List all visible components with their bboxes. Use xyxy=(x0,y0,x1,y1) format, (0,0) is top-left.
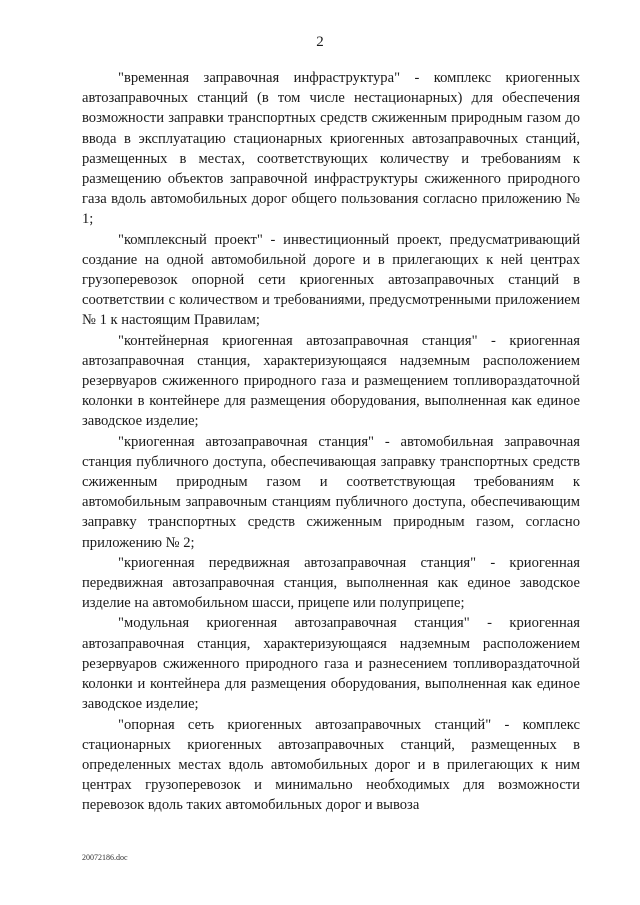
definition-cryogenic-station: "криогенная автозаправочная станция" - автомобильная заправочная станция публичного доступа, обеспечивающая заправку транспортных средств сжиженным природным газом и соответствующая требованиям к автомобильным заправочным станциям публичного доступа, обеспечивающим заправку транспортных средств сжиженным природным газом, согласно приложению № 2; xyxy=(82,433,580,551)
definition-complex-project: "комплексный проект" - инвестиционный проект, предусматривающий создание на одной автомобильной дороге и в прилегающих к ней центрах грузоперевозок опорной сети криогенных автозаправочных станций в соответствии с количеством и требованиями, предусмотренными приложением № 1 к настоящим Правилам; xyxy=(82,231,580,329)
definition-mobile-station: "криогенная передвижная автозаправочная станция" - криогенная передвижная автозаправочная станция, выполненная как единое заводское изделие на автомобильном шасси, прицепе или полуприцепе; xyxy=(82,554,580,612)
definition-modular-station: "модульная криогенная автозаправочная станция" - криогенная автозаправочная станция, характеризующаяся надземным расположением резервуаров сжиженного природного газа и разнесением топливораздаточной колонки и контейнера для размещения оборудования, выполненная как единое заводское изделие; xyxy=(82,615,580,713)
definition-core-network: "опорная сеть криогенных автозаправочных станций" - комплекс стационарных криогенных автозаправочных станций, размещенных в определенных местах вдоль автомобильных дорог и в прилегающих к ним центрах грузоперевозок и минимально необходимых для возможности перевозок вдоль таких автомобильных дорог и вывоза xyxy=(82,716,580,814)
document-filename: 20072186.doc xyxy=(82,853,128,862)
definition-temporary-infrastructure: "временная заправочная инфраструктура" - комплекс криогенных автозаправочных станций (в том числе нестационарных) для обеспечения возможности заправки транспортных средств сжиженным природным газом до ввода в эксплуатацию стационарных криогенных автозаправочных станций, размещенных в местах, соответствующих количеству и требованиям к размещению объектов заправочной инфраструктуры сжиженного природного газа вдоль автомобильных дорог общего пользования согласно приложению № 1; xyxy=(82,70,580,228)
document-body xyxy=(82,68,580,816)
page-number: 2 xyxy=(316,34,324,50)
definition-container-station: "контейнерная криогенная автозаправочная станция" - криогенная автозаправочная станция, характеризующаяся надземным расположением резервуаров сжиженного природного газа и размещением топливораздаточной колонки в контейнере для размещения оборудования, выполненная как единое заводское изделие; xyxy=(82,332,580,430)
